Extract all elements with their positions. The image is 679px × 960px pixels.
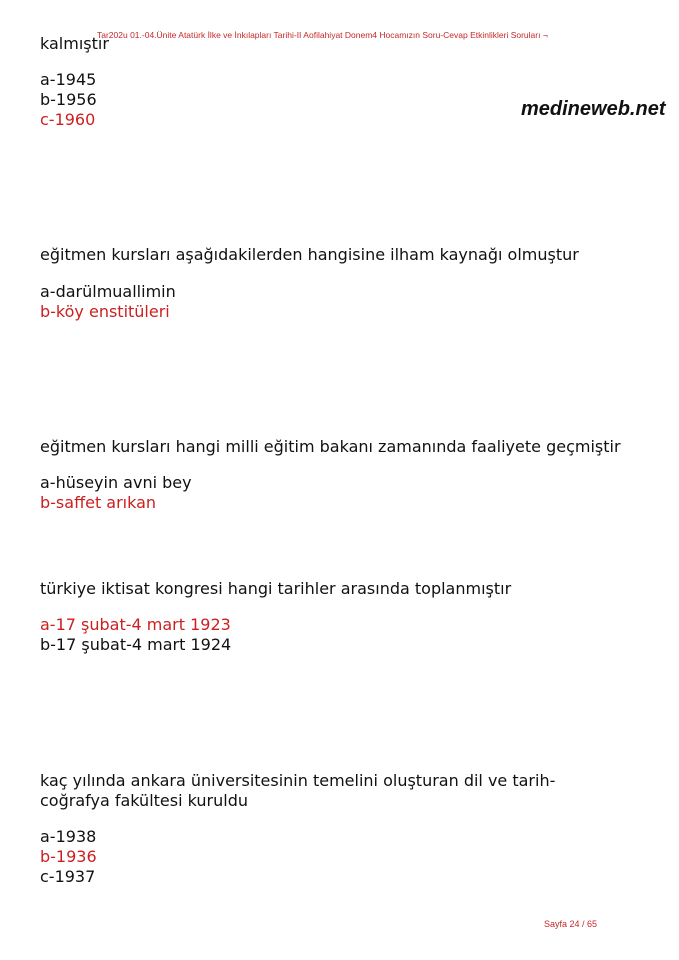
correct-answer-option: a-17 şubat-4 mart 1923 [40, 615, 231, 634]
correct-answer-option: b-1936 [40, 847, 97, 866]
correct-answer-option: b-köy enstitüleri [40, 302, 170, 321]
answer-option: a-hüseyin avni bey [40, 473, 192, 492]
question-text-line: coğrafya fakültesi kuruldu [40, 791, 248, 810]
question-text: türkiye iktisat kongresi hangi tarihler arasında toplanmıştır [40, 579, 512, 598]
answer-option: a-darülmuallimin [40, 282, 176, 301]
correct-answer-option: b-saffet arıkan [40, 493, 157, 512]
question-text-line: kaç yılında ankara üniversitesinin temelini oluşturan dil ve tarih- [40, 771, 556, 790]
answer-option: b-1956 [40, 90, 97, 109]
page-number: Sayfa 24 / 65 [544, 919, 598, 929]
question-text: eğitmen kursları aşağıdakilerden hangisine ilham kaynağı olmuştur [40, 245, 579, 264]
correct-answer-option: c-1960 [40, 110, 96, 129]
answer-option: a-1945 [40, 70, 97, 89]
document-header-title: Tar202u 01.-04.Ünite Atatürk İlke ve İnkılapları Tarihi-II Aofilahiyat Donem4 Hocamızın Soru-Cevap Etkinlikleri Soruları ¬ [97, 30, 548, 40]
question-text: kalmıştır [40, 34, 109, 53]
answer-option: b-17 şubat-4 mart 1924 [40, 635, 232, 654]
answer-option: c-1937 [40, 867, 96, 886]
site-watermark: medineweb.net [521, 98, 666, 120]
question-text: eğitmen kursları hangi milli eğitim bakanı zamanında faaliyete geçmiştir [40, 437, 621, 456]
answer-option: a-1938 [40, 827, 97, 846]
